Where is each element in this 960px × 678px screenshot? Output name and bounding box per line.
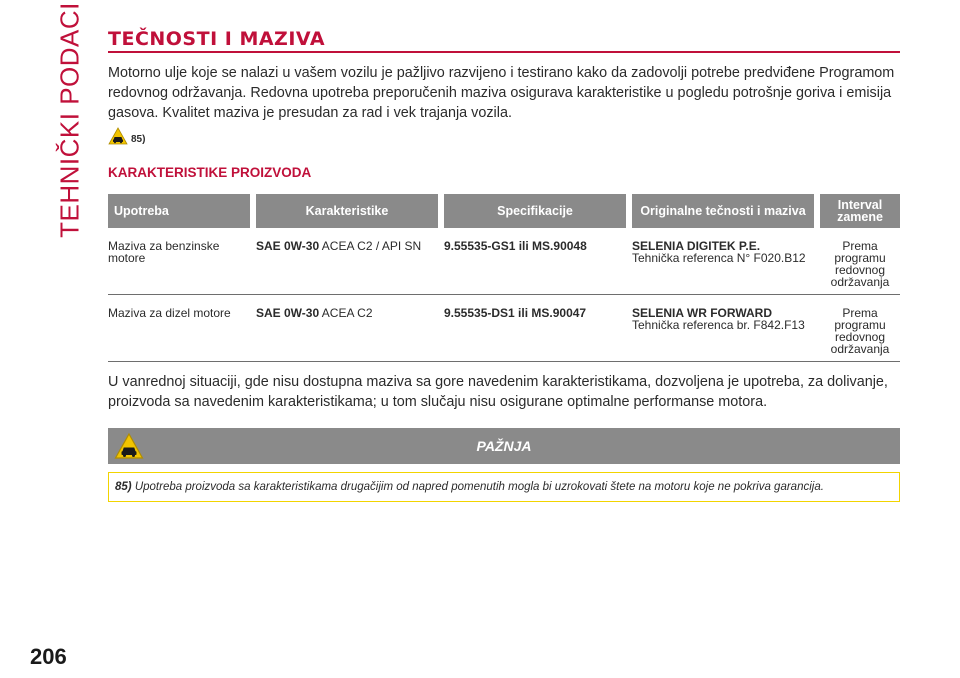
cell-original-fluid: [632, 295, 820, 362]
cell-original-fluid: [632, 228, 820, 295]
cell-usage: Maziva za benzinske motore: [108, 228, 256, 295]
side-chapter-tab: [52, 2, 88, 238]
intro-reference: [108, 125, 900, 145]
warning-number: 85): [115, 481, 132, 493]
warning-body: [108, 472, 900, 502]
car-warning-icon: [114, 432, 144, 460]
table-row: [108, 228, 900, 295]
warning-title: PAŽNJA: [476, 438, 532, 454]
standard-text: ACEA C2 / API SN: [319, 239, 422, 253]
viscosity-grade: SAE 0W-30: [256, 306, 320, 320]
header-usage: Upotreba: [108, 194, 256, 228]
cell-interval: Prema programu redovnog održavanja: [820, 228, 900, 295]
section-title: TEČNOSTI I MAZIVA: [108, 28, 900, 53]
header-specifications: Specifikacije: [444, 194, 632, 228]
header-original-fluids: Originalne tečnosti i maziva: [632, 194, 820, 228]
cell-usage: Maziva za dizel motore: [108, 295, 256, 362]
lubricants-table: [108, 194, 900, 362]
emergency-note: U vanrednoj situaciji, gde nisu dostupna maziva sa gore navedenim karakteristikama, dozvoljena je upotreba, za dolivanje, proizvoda sa navedenim karakteristikama; u tom slučaju nisu osigurane optimalne performanse motora.: [108, 374, 888, 410]
intro-paragraph: Motorno ulje koje se nalazi u vašem vozilu je pažljivo razvijeno i testirano kako da zadovolji potrebe predviđene Programom redovnog održavanja. Redovna upotreba preporučenih maziva osigurava karakteristike u pogledu potrošnje goriva i emisija gasova. Kvalitet maziva je presudan za rad i vek trajanja vozila.: [108, 65, 895, 121]
product-name: SELENIA DIGITEK P.E.: [632, 239, 761, 253]
header-characteristics: Karakteristike: [256, 194, 444, 228]
table-row: [108, 295, 900, 362]
cell-specification: 9.55535-GS1 ili MS.90048: [444, 228, 632, 295]
cell-interval: Prema programu redovnog održavanja: [820, 295, 900, 362]
car-warning-icon: [108, 127, 128, 145]
reference-number: 85): [131, 134, 146, 145]
product-name: SELENIA WR FORWARD: [632, 306, 772, 320]
standard-text: ACEA C2: [319, 306, 373, 320]
cell-characteristics: [256, 295, 444, 362]
cell-characteristics: [256, 228, 444, 295]
product-characteristics-heading: KARAKTERISTIKE PROIZVODA: [108, 165, 312, 180]
viscosity-grade: SAE 0W-30: [256, 239, 320, 253]
warning-text: Upotreba proizvoda sa karakteristikama drugačijim od napred pomenutih mogla bi uzrokovati štete na motoru koje ne pokriva garancija.: [134, 481, 824, 493]
product-reference: Tehnička referenca br. F842.F13: [632, 318, 805, 332]
warning-header: [108, 428, 900, 464]
product-reference: Tehnička referenca N° F020.B12: [632, 251, 806, 265]
cell-specification: 9.55535-DS1 ili MS.90047: [444, 295, 632, 362]
side-chapter-label: TEHNIČKI PODACI: [54, 2, 85, 238]
header-interval: Interval zamene: [820, 194, 900, 228]
page-number: 206: [30, 644, 67, 669]
table-header-row: [108, 194, 900, 228]
page-content: [108, 28, 900, 502]
